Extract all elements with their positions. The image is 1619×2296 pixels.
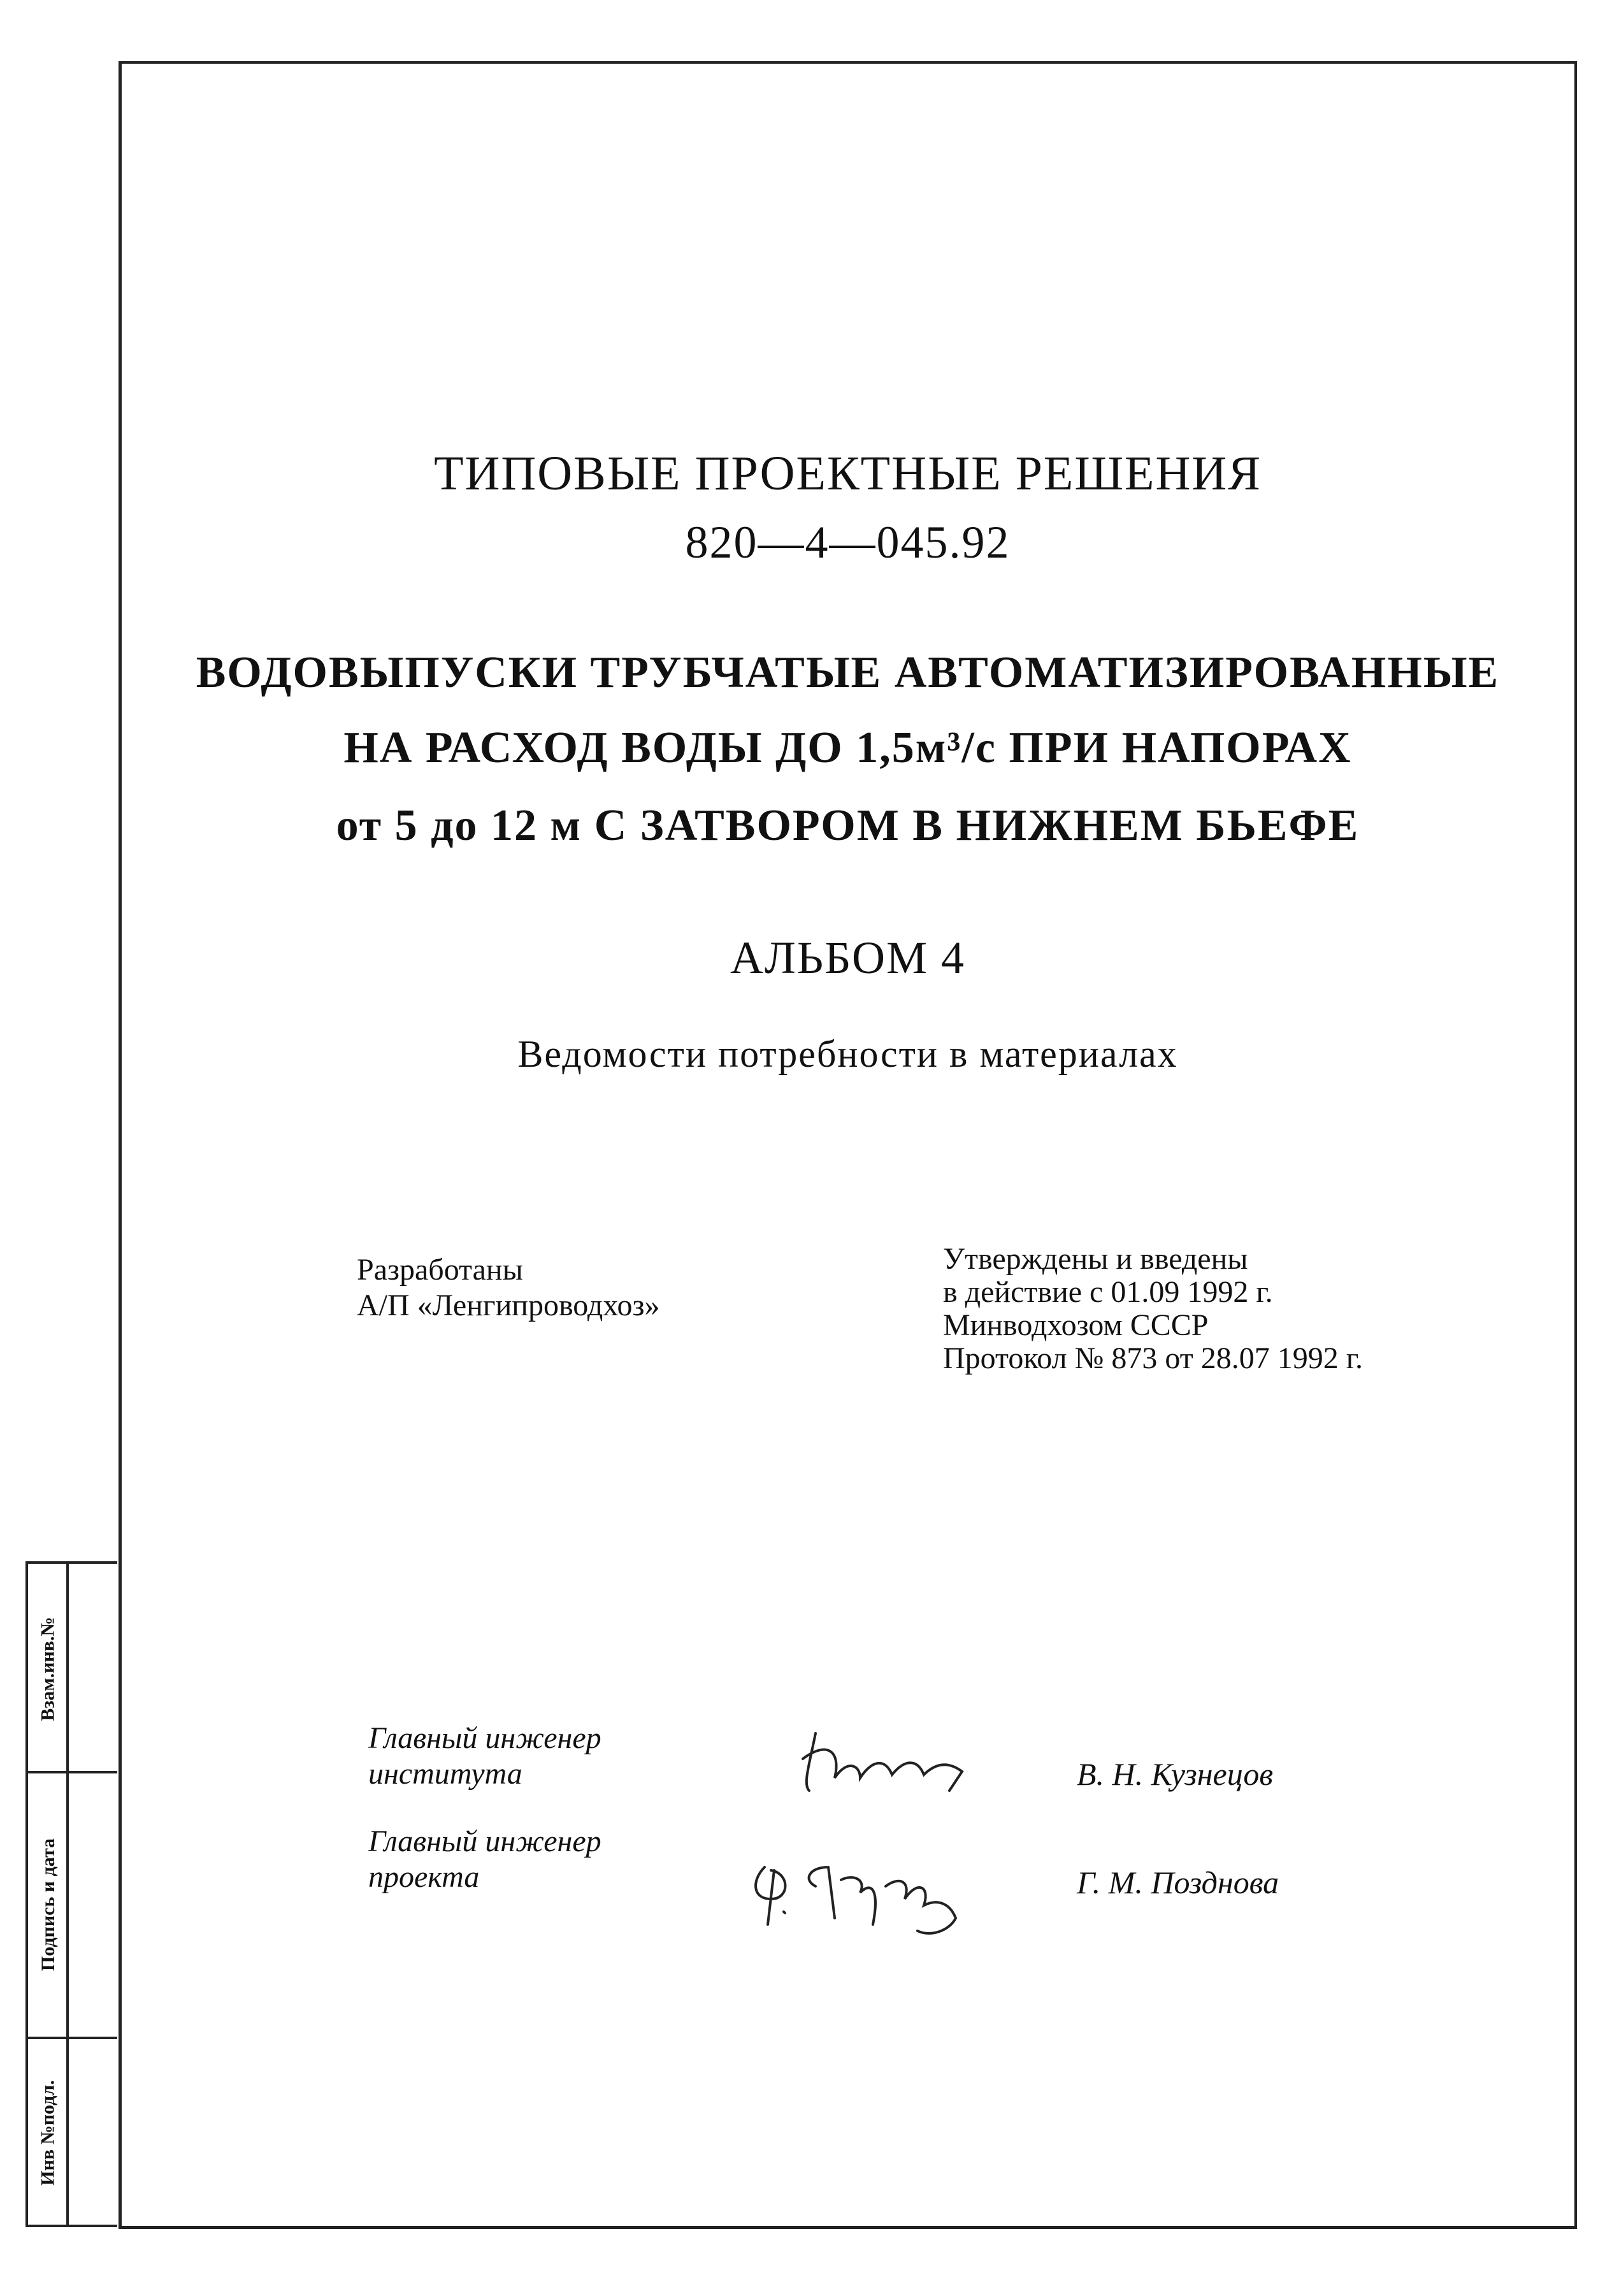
side-stamp [25,1561,117,2227]
approval-line-3: Минводхозом СССР [943,1308,1209,1342]
album-subtitle: Ведомости потребности в материалах [517,1033,1178,1075]
side-stamp-rule-1 [28,1771,117,1773]
side-stamp-field-3: Инв №подл. [38,2080,59,2186]
developed-org: А/П «Ленгипроводхоз» [357,1289,660,1322]
subject-line-2: НА РАСХОД ВОДЫ ДО 1,5м³/с ПРИ НАПОРАХ [343,723,1352,772]
role-chief-engineer-institute [368,1721,601,1792]
album-number: АЛЬБОМ 4 [730,932,966,983]
name-kuznetsov: В. Н. Кузнецов [1077,1756,1274,1792]
role1-line2: института [368,1757,522,1791]
signature-kuznetsov [790,1714,981,1810]
developed-by [357,1252,659,1324]
approval-line-4: Протокол № 873 от 28.07 1992 г. [943,1341,1363,1375]
approval-block [943,1243,1363,1375]
approval-line-2: в действие с 01.09 1992 г. [943,1275,1273,1309]
side-stamp-rule-2 [28,2037,117,2039]
subject-line-1: ВОДОВЫПУСКИ ТРУБЧАТЫЕ АВТОМАТИЗИРОВАННЫЕ [196,648,1500,697]
approval-line-1: Утверждены и введены [943,1242,1248,1276]
side-stamp-field-1: Взам.инв.№ [38,1617,59,1721]
doc-code: 820—4—045.92 [685,517,1011,568]
doc-series-title: ТИПОВЫЕ ПРОЕКТНЫЕ РЕШЕНИЯ [434,447,1262,500]
developed-label: Разработаны [357,1253,523,1287]
role-chief-engineer-project [368,1824,601,1895]
role2-line2: проекта [368,1860,480,1894]
role1-line1: Главный инженер [368,1721,601,1755]
role2-line1: Главный инженер [368,1824,601,1858]
side-stamp-field-2: Подпись и дата [38,1838,59,1972]
name-poznova: Г. М. Позднова [1077,1865,1279,1900]
signature-poznova [739,1842,981,1944]
subject-line-3: от 5 до 12 м С ЗАТВОРОМ В НИЖНЕМ БЬЕФЕ [336,801,1360,850]
